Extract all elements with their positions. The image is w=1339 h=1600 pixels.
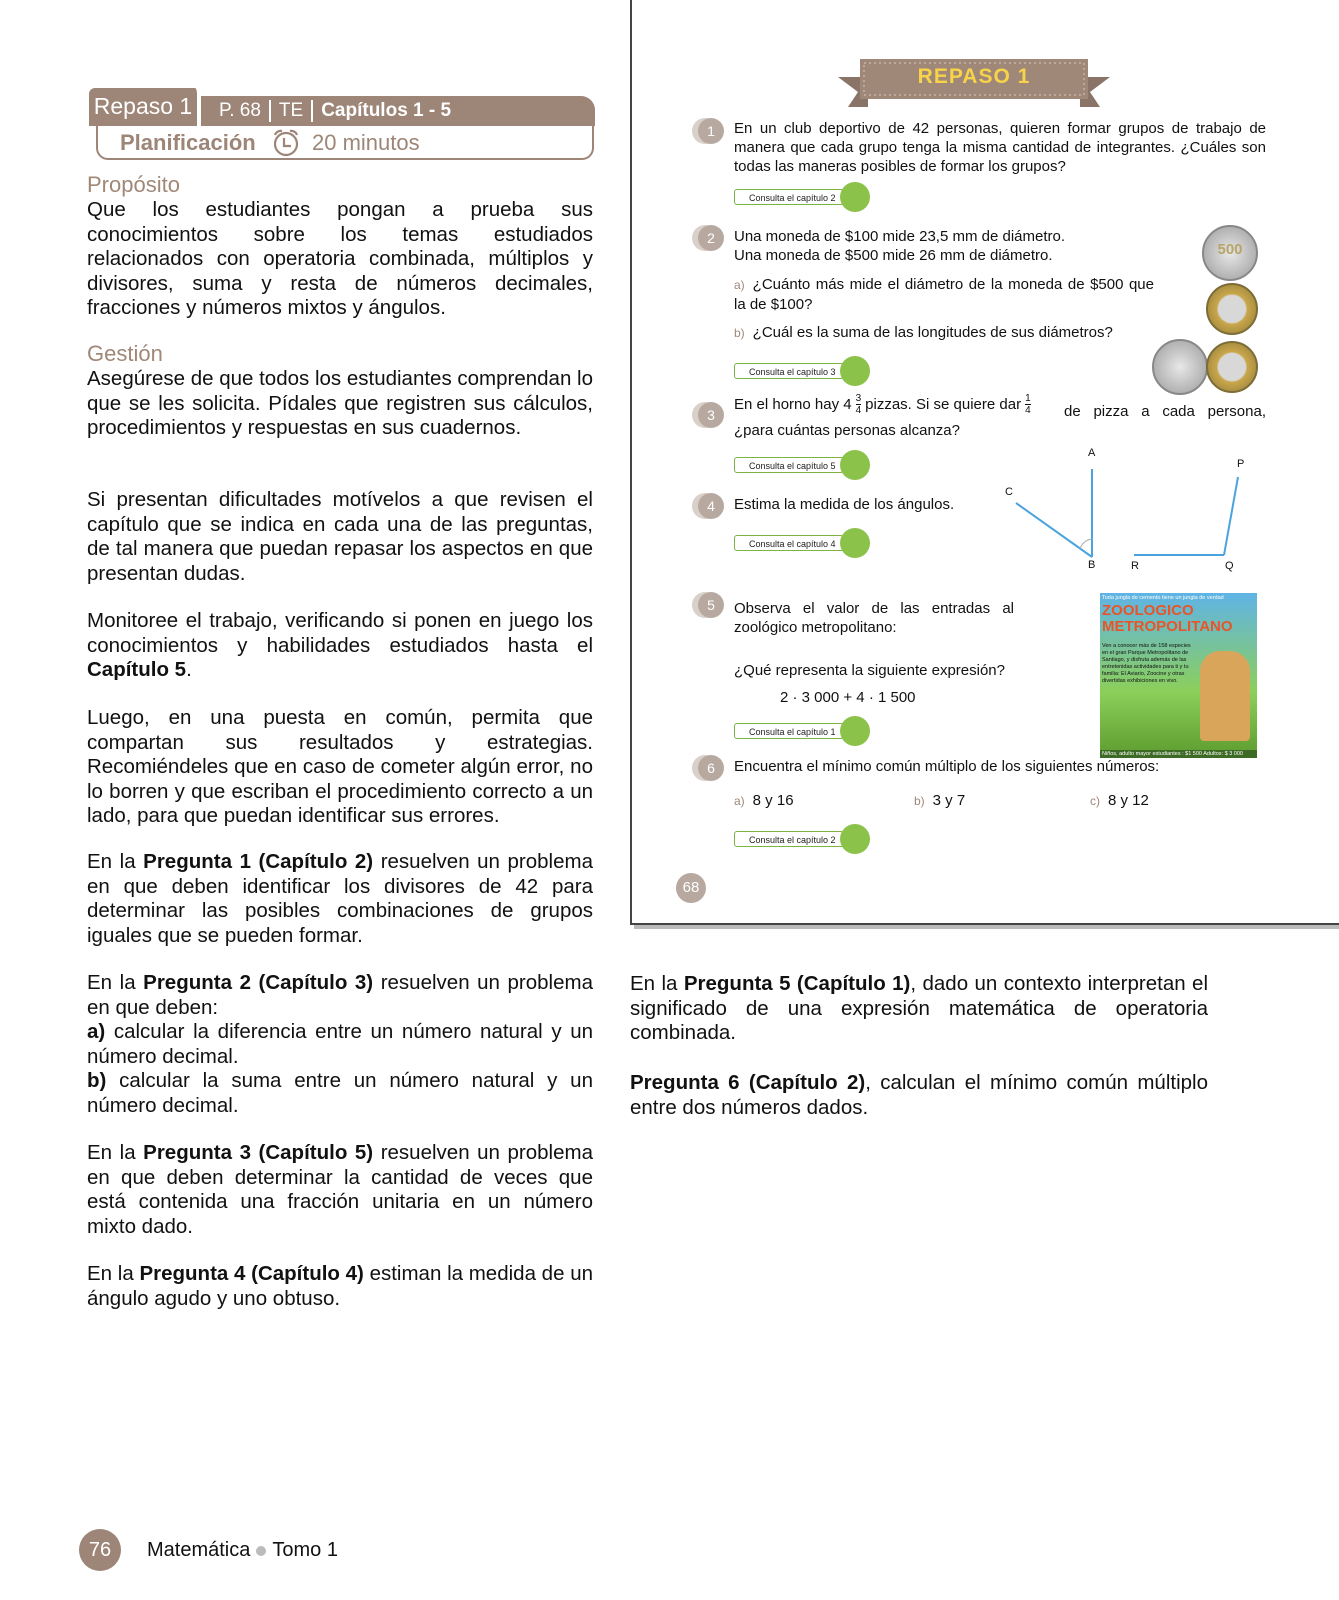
angle-label-q: Q	[1225, 560, 1234, 572]
bullet-dot	[256, 1546, 266, 1556]
question-3-text: En el horno hay 4 3 4 pizzas. Si se quiere dar 1 4	[734, 393, 1031, 416]
pencil-leaf-icon	[840, 356, 870, 386]
angle-label-a: A	[1088, 447, 1096, 459]
angle-label-p: P	[1237, 458, 1245, 470]
poster-title-2: METROPOLITANO	[1102, 618, 1233, 635]
coin-icon	[1152, 339, 1208, 395]
question-4-number: 4	[698, 493, 724, 519]
question-1-text: En un club deportivo de 42 personas, quieren formar grupos de trabajo de manera que cada grupo tenga la misma cantidad de integrantes. ¿Cuáles son todas las maneras posibles de formar los grupos?	[734, 120, 1266, 175]
page-ref: P. 68	[219, 100, 261, 121]
question-3-number: 3	[698, 402, 724, 428]
angle-label-b: B	[1088, 559, 1096, 571]
zoo-poster	[1100, 593, 1257, 758]
pencil-leaf-icon	[840, 528, 870, 558]
student-page-thumbnail: REPASO 1 1 En un club deportivo de 42 personas, quieren formar grupos de trabajo de manera que cada grupo tenga la misma cantidad de integrantes. ¿Cuáles son todas las maneras posibles de formar los grupos? Consulta el capítulo 2 2 Una moneda de $100 mide 23,5 mm de diámetro. Una moneda de $500 mide 26 mm de diámetro. a) ¿Cuánto más mide el diámetro de la moneda de $500 que la de $100? b) ¿Cuál es la suma de las longitudes de sus diámetros? Consulta el capítulo 3 500 3 En el horno hay 4 3 4 pizzas. Si se quiere dar 1 4 de pizza a cada persona, ¿para cuántas personas alcanza? Consulta el capítulo 5 4 Estima la medida de los ángulos. Consulta el capítulo 4 A B C P Q R 5 Observa el valor de las entradas al zoológico metropolitano: ¿Qué representa la siguiente expresión? 2 · 3 000 + 4 · 1 500 Consulta el capítulo 1 Toda jungla de cemento tiene un jungla de verdad ZOOLOGICO METROPOLITANO Ven a conocer más de 158 especies en el gran Parque Metropolitano de Santiago, y disfruta además de las entretenidas actividades para ti y tu familia: El Aviario, Zoocine y otras divertidas exhibiciones en vivo. Niños, adulto mayor estudiantes : $1 500 Adultos: $ 3 000 6 Encuentra el mínimo común múltiplo de los siguientes números: a) 8 y 16 b) 3 y 7 c) 8 y 12 Consulta el capítulo 2 68	[630, 0, 1339, 925]
question-1-number: 1	[698, 118, 724, 144]
poster-prices: Niños, adulto mayor estudiantes : $1 500 Adultos: $ 3 000	[1100, 750, 1257, 758]
proposito-title: Propósito	[87, 172, 180, 197]
coin-icon	[1206, 341, 1258, 393]
question-5-question: ¿Qué representa la siguiente expresión?	[734, 662, 1005, 679]
chapters-label: Capítulos 1 - 5	[321, 100, 452, 121]
poster-body: Ven a conocer más de 158 especies en el gran Parque Metropolitano de Santiago, y disfruta además de las entretenidas actividades para ti y tu familia: El Aviario, Zoocine y otras divertidas exhibiciones en vivo.	[1102, 643, 1191, 684]
question-3-text-cont: de pizza a cada persona, ¿para cuántas personas alcanza?	[734, 403, 1266, 439]
gestion-paragraph-3: Monitoree el trabajo, verificando si ponen en juego los conocimientos y habilidades estudiados hasta el Capítulo 5.	[87, 609, 593, 682]
pencil-leaf-icon	[840, 824, 870, 854]
angle-label-c: C	[1005, 486, 1013, 498]
coin-icon	[1206, 283, 1258, 335]
gestion-paragraph-1: Asegúrese de que todos los estudiantes comprendan lo que se les solicita. Pídales que registren sus cálculos, procedimientos y respuestas en sus cuadernos.	[87, 367, 594, 440]
question-6-c: c) 8 y 12	[1090, 792, 1149, 809]
note-question-4: En la Pregunta 4 (Capítulo 4) estiman la medida de un ángulo agudo y uno obtuso.	[87, 1262, 593, 1310]
question-4-text: Estima la medida de los ángulos.	[734, 496, 955, 513]
duration: 20 minutos	[312, 130, 420, 155]
footer-page-number: 76	[79, 1529, 121, 1571]
repaso-banner-title: REPASO 1	[917, 65, 1031, 88]
poster-title-1: ZOOLOGICO	[1102, 602, 1194, 619]
question-6-a: a) 8 y 16	[734, 792, 794, 809]
pencil-leaf-icon	[840, 182, 870, 212]
question-6-b: b) 3 y 7	[914, 792, 966, 809]
question-5-number: 5	[698, 592, 724, 618]
alarm-clock-icon	[270, 128, 302, 158]
planning-title: Planificación	[120, 130, 256, 155]
question-2-line-1: Una moneda de $100 mide 23,5 mm de diámetro.	[734, 228, 1066, 245]
gestion-paragraph-2: Si presentan dificultades motívelos a que revisen el capítulo que se indica en cada una de las preguntas, de tal manera que puedan repasar los aspectos en que presentan dudas.	[87, 488, 593, 585]
header-info	[219, 96, 451, 126]
question-2-b: b) ¿Cuál es la suma de las longitudes de sus diámetros?	[734, 324, 1113, 341]
gestion-title: Gestión	[87, 341, 163, 366]
question-2-number: 2	[698, 225, 724, 251]
te-label: TE	[278, 100, 304, 121]
angle-label-r: R	[1131, 560, 1139, 572]
question-2-a: a) ¿Cuánto más mide el diámetro de la moneda de $500 que la de $100?	[734, 276, 1154, 313]
pencil-leaf-icon	[840, 450, 870, 480]
note-question-2: En la Pregunta 2 (Capítulo 3) resuelven un problema en que deben: a) calcular la diferencia entre un número natural y un número decimal. b) calcular la suma entre un número natural y un número decimal.	[87, 971, 593, 1117]
repaso-tab: Repaso 1	[89, 88, 201, 126]
proposito-text: Que los estudiantes pongan a prueba sus conocimientos sobre los temas estudiados relacionados con operatoria combinada, múltiplos y divisores, suma y resta de números decimales, fracciones y números mixtos y ángulos.	[87, 198, 593, 320]
poster-tagline: Toda jungla de cemento tiene un jungla de verdad	[1102, 595, 1224, 601]
gestion-paragraph-4: Luego, en una puesta en común, permita que compartan sus resultados y estrategias. Recomiéndeles que en caso de cometer algún error, no lo borren y que escriban el procedimiento correcto a un lado, para que puedan identificar sus errores.	[87, 706, 593, 828]
question-5-text: Observa el valor de las entradas al zoológico metropolitano:	[734, 600, 1014, 636]
student-page-number: 68	[676, 873, 706, 903]
note-question-1: En la Pregunta 1 (Capítulo 2) resuelven un problema en que deben identificar los divisores de 42 para determinar las posibles combinaciones de grupos iguales que se pueden formar.	[87, 850, 593, 947]
question-2-line-2: Una moneda de $500 mide 26 mm de diámetro.	[734, 247, 1053, 264]
question-5-expression: 2 · 3 000 + 4 · 1 500	[780, 689, 916, 706]
question-6-text: Encuentra el mínimo común múltiplo de los siguientes números:	[734, 758, 1160, 775]
footer-book-title: Matemática Tomo 1	[147, 1539, 338, 1561]
note-question-5: En la Pregunta 5 (Capítulo 1), dado un contexto interpretan el significado de una expresión matemática de operatoria combinada.	[630, 972, 1208, 1045]
pencil-leaf-icon	[840, 716, 870, 746]
note-question-3: En la Pregunta 3 (Capítulo 5) resuelven un problema en que deben determinar la cantidad de veces que está contenida una fracción unitaria en un número mixto dado.	[87, 1141, 593, 1238]
question-6-number: 6	[698, 755, 724, 781]
coin-500-label: 500	[1217, 241, 1243, 258]
giraffe-icon	[1200, 651, 1250, 741]
note-question-6: Pregunta 6 (Capítulo 2), calculan el mínimo común múltiplo entre dos números dados.	[630, 1071, 1208, 1119]
